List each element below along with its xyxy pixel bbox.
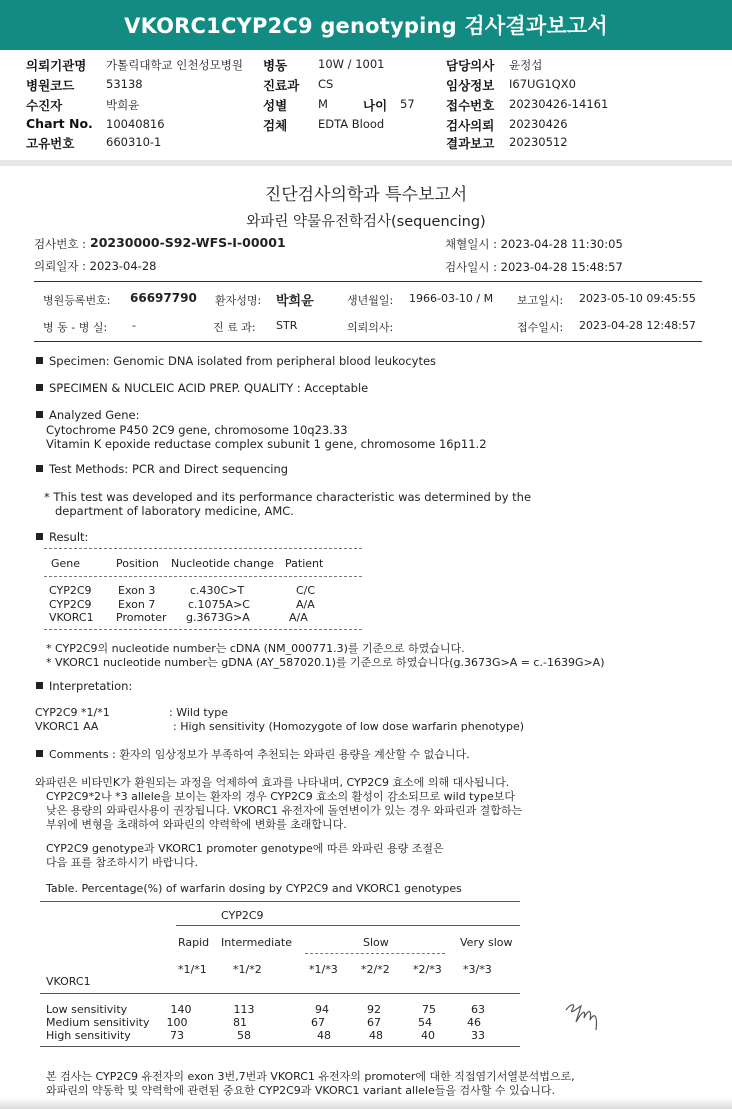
chart-value: 10040816	[106, 117, 165, 131]
ward-label: 병동	[263, 58, 288, 73]
report-subtitle: 와파린 약물유전학검사(sequencing)	[246, 214, 486, 230]
name-value: 박희윤	[106, 98, 140, 112]
dosing-vkorc-label: VKORC1	[46, 975, 91, 988]
interp-2-text: : High sensitivity (Homozygote of low dose warfarin phenotype)	[173, 720, 525, 733]
result-col-change: Nucleotide change	[171, 557, 274, 570]
result-rule-bottom	[44, 629, 362, 630]
requesting-doctor-label: 의뢰의사:	[347, 321, 394, 334]
para-1-line-2: CYP2C9*2나 *3 allele을 보이는 환자의 경우 CYP2C9 효소의 활성이 감소되므로 wild type보다	[46, 790, 515, 803]
dosing-cell: 58	[237, 1029, 251, 1042]
doctor-label: 담당의사	[446, 58, 495, 73]
result-change: c.1075A>C	[188, 598, 250, 611]
result-col-gene: Gene	[51, 557, 81, 570]
result-change: c.430C>T	[190, 584, 245, 597]
age-label: 나이	[363, 98, 388, 113]
result-patient: A/A	[296, 598, 315, 611]
report-date-label: 결과보고	[446, 136, 495, 151]
dept-value: CS	[318, 77, 334, 91]
dosing-table-rule-bottom	[40, 1046, 520, 1047]
reg-no-label: 병원등록번호:	[43, 294, 111, 307]
dosing-cell: 113	[233, 1003, 255, 1016]
group-very-slow: Very slow	[460, 936, 513, 949]
dosing-table-rule-mid	[40, 993, 520, 994]
group-slow: Slow	[363, 936, 389, 949]
slow-group-rule	[305, 953, 445, 954]
result-heading: Result:	[36, 530, 88, 544]
result-gene: CYP2C9	[49, 584, 92, 597]
result-col-position: Position	[116, 557, 159, 570]
result-position: Promoter	[116, 611, 167, 624]
clinical-value: I67UG1QX0	[509, 77, 576, 91]
genotype-6: *3/*3	[463, 963, 492, 976]
disclaimer-line-1: * This test was developed and its performance characteristic was determined by the	[44, 490, 532, 504]
result-position: Exon 3	[118, 584, 156, 597]
test-date: 검사일시 : 2023-04-28 15:48:57	[445, 260, 623, 274]
analyzed-gene-heading: Analyzed Gene:	[36, 408, 140, 422]
dosing-cell: 48	[369, 1029, 383, 1042]
hospital-value: 가톨릭대학교 인천성모병원	[106, 58, 243, 72]
patient-name-value: 박희윤	[276, 294, 314, 309]
result-gene: CYP2C9	[49, 598, 92, 611]
disclaimer-line-2: department of laboratory medicine, AMC.	[55, 504, 294, 518]
footer-line-1: 본 검사는 CYP2C9 유전자의 exon 3번,7번과 VKORC1 유전자의 promoter에 대한 직접염기서열분석법으로,	[46, 1070, 575, 1083]
code-label: 병원코드	[26, 78, 75, 93]
header-divider	[0, 160, 732, 166]
report-title: VKORC1CYP2C9 genotyping 검사결과보고서	[0, 0, 732, 50]
name-label: 수진자	[26, 98, 63, 113]
specimen-line: Specimen: Genomic DNA isolated from peripheral blood leukocytes	[36, 354, 436, 368]
receipt-label: 접수번호	[446, 98, 495, 113]
dosing-cell: 63	[471, 1003, 485, 1016]
dosing-table-title: Table. Percentage(%) of warfarin dosing by CYP2C9 and VKORC1 genotypes	[46, 882, 462, 895]
para-2-line-2: 다음 표를 참조하시기 바랍니다.	[46, 856, 199, 869]
test-no-value: 20230000-S92-WFS-I-00001	[90, 235, 286, 250]
request-date: 의뢰일자 : 2023-04-28	[34, 259, 157, 273]
test-method-line: Test Methods: PCR and Direct sequencing	[36, 462, 288, 476]
reg-no-value: 66697790	[130, 291, 197, 305]
doctor-value: 윤정섭	[509, 58, 543, 72]
received-time-value: 2023-04-28 12:48:57	[579, 319, 696, 332]
genotype-2: *1/*2	[233, 963, 262, 976]
chart-label: Chart No.	[26, 116, 93, 131]
hospital-label: 의뢰기관명	[26, 58, 87, 73]
result-col-patient: Patient	[285, 557, 324, 570]
group-intermediate: Intermediate	[221, 936, 292, 949]
group-rapid: Rapid	[178, 936, 210, 949]
dosing-row-label: Low sensitivity	[46, 1003, 128, 1016]
dosing-cyp-label: CYP2C9	[221, 909, 264, 922]
analyzed-gene-2: Vitamin K epoxide reductase complex subunit 1 gene, chromosome 16p11.2	[46, 437, 487, 451]
dob-value: 1966-03-10 / M	[409, 292, 494, 305]
ward-value: 10W / 1001	[318, 57, 385, 71]
result-change: g.3673G>A	[186, 611, 250, 624]
box-bottom-line	[34, 341, 702, 342]
analyzed-gene-1: Cytochrome P450 2C9 gene, chromosome 10q23.33	[46, 423, 348, 437]
clinical-label: 임상정보	[446, 78, 495, 93]
ward-room-label: 병 동 - 병 실:	[43, 321, 108, 334]
clinic-dept-value: STR	[276, 319, 298, 332]
report-date-value: 20230512	[509, 135, 568, 149]
result-patient: A/A	[289, 611, 308, 624]
specimen-label: 검체	[263, 118, 288, 133]
dept-title: 진단검사의학과 특수보고서	[264, 185, 468, 205]
patient-name-label: 환자성명:	[215, 294, 262, 307]
para-1-line-4: 부위에 변형을 초래하여 와파린의 약력학에 변화를 초래합니다.	[46, 818, 347, 831]
dosing-cell: 92	[367, 1003, 381, 1016]
interp-1-text: : Wild type	[169, 706, 229, 719]
result-gene: VKORC1	[49, 611, 94, 624]
receipt-value: 20230426-14161	[509, 97, 609, 111]
dosing-cell: 33	[471, 1029, 485, 1042]
dosing-table-rule-top	[40, 901, 520, 902]
result-patient: C/C	[296, 584, 316, 597]
dosing-cell: 81	[233, 1016, 247, 1029]
signature-icon	[560, 996, 610, 1036]
dosing-cyp-rule	[176, 925, 520, 926]
genotype-5: *2/*3	[413, 963, 442, 976]
interpretation-heading: Interpretation:	[36, 679, 132, 693]
genotype-4: *2/*2	[361, 963, 390, 976]
para-2-line-1: CYP2C9 genotype과 VKORC1 promoter genotype에 따른 와파린 용량 조절은	[46, 842, 444, 855]
test-no-label: 검사번호 :	[34, 237, 86, 251]
dosing-row-label: High sensitivity	[46, 1029, 131, 1042]
result-rule-mid	[44, 576, 362, 577]
sex-label: 성별	[263, 98, 288, 113]
interp-2-gene: VKORC1 AA	[35, 720, 99, 733]
quality-line: SPECIMEN & NUCLEIC ACID PREP. QUALITY : Acceptable	[36, 381, 368, 395]
dosing-cell: 54	[418, 1016, 432, 1029]
request-value: 20230426	[509, 117, 568, 131]
code-value: 53138	[106, 77, 143, 91]
dosing-cell: 67	[367, 1016, 381, 1029]
clinic-dept-label: 진 료 과:	[213, 321, 256, 334]
dosing-cell: 48	[317, 1029, 331, 1042]
age-value: 57	[400, 97, 415, 111]
received-time-label: 접수일시:	[517, 321, 564, 334]
dosing-cell: 40	[421, 1029, 435, 1042]
dosing-cell: 73	[170, 1029, 184, 1042]
ward-room-value: -	[132, 319, 136, 332]
dosing-cell: 67	[311, 1016, 325, 1029]
report-time-label: 보고일시:	[517, 294, 564, 307]
dosing-cell: 140	[170, 1003, 192, 1016]
request-label: 검사의뢰	[446, 118, 495, 133]
genotype-1: *1/*1	[178, 963, 207, 976]
dosing-cell: 75	[422, 1003, 436, 1016]
result-position: Exon 7	[118, 598, 156, 611]
id-label: 고유번호	[26, 136, 75, 151]
dosing-row-label: Medium sensitivity	[46, 1016, 150, 1029]
sex-value: M	[318, 97, 328, 111]
genotype-3: *1/*3	[309, 963, 338, 976]
para-1-line-3: 낮은 용량의 와파린사용이 권장됩니다. VKORC1 유전자에 돌연변이가 있는 경우 와파린과 결합하는	[46, 804, 523, 817]
id-value: 660310-1	[106, 135, 162, 149]
scan-bottom-edge	[0, 1098, 732, 1109]
comments-line: Comments : 환자의 임상정보가 부족하여 추천되는 와파린 용량을 계산할 수 없습니다.	[36, 746, 470, 762]
dosing-cell: 94	[315, 1003, 329, 1016]
footer-line-2: 와파린의 약동학 및 약력학에 관련된 중요한 CYP2C9과 VKORC1 variant allele들을 검사할 수 있습니다.	[46, 1084, 555, 1097]
collect-date: 채혈일시 : 2023-04-28 11:30:05	[445, 237, 623, 251]
dob-label: 생년월일:	[347, 294, 394, 307]
dosing-cell: 100	[166, 1016, 188, 1029]
result-rule-top	[44, 548, 362, 549]
dept-label: 진료과	[263, 78, 300, 93]
interp-1-gene: CYP2C9 *1/*1	[35, 706, 110, 719]
dosing-cell: 46	[467, 1016, 481, 1029]
note-2: * VKORC1 nucleotide number는 gDNA (AY_587020.1)를 기준으로 하였습니다(g.3673G>A = c.-1639G>A)	[46, 656, 605, 669]
note-1: * CYP2C9의 nucleotide number는 cDNA (NM_000771.3)를 기준으로 하였습니다.	[46, 642, 465, 655]
specimen-value: EDTA Blood	[318, 117, 385, 131]
box-top-line	[34, 281, 702, 282]
report-time-value: 2023-05-10 09:45:55	[579, 292, 696, 305]
para-1-line-1: 와파린은 비타민K가 환원되는 과정을 억제하여 효과를 나타내며, CYP2C9 효소에 의해 대사됩니다.	[35, 776, 510, 789]
